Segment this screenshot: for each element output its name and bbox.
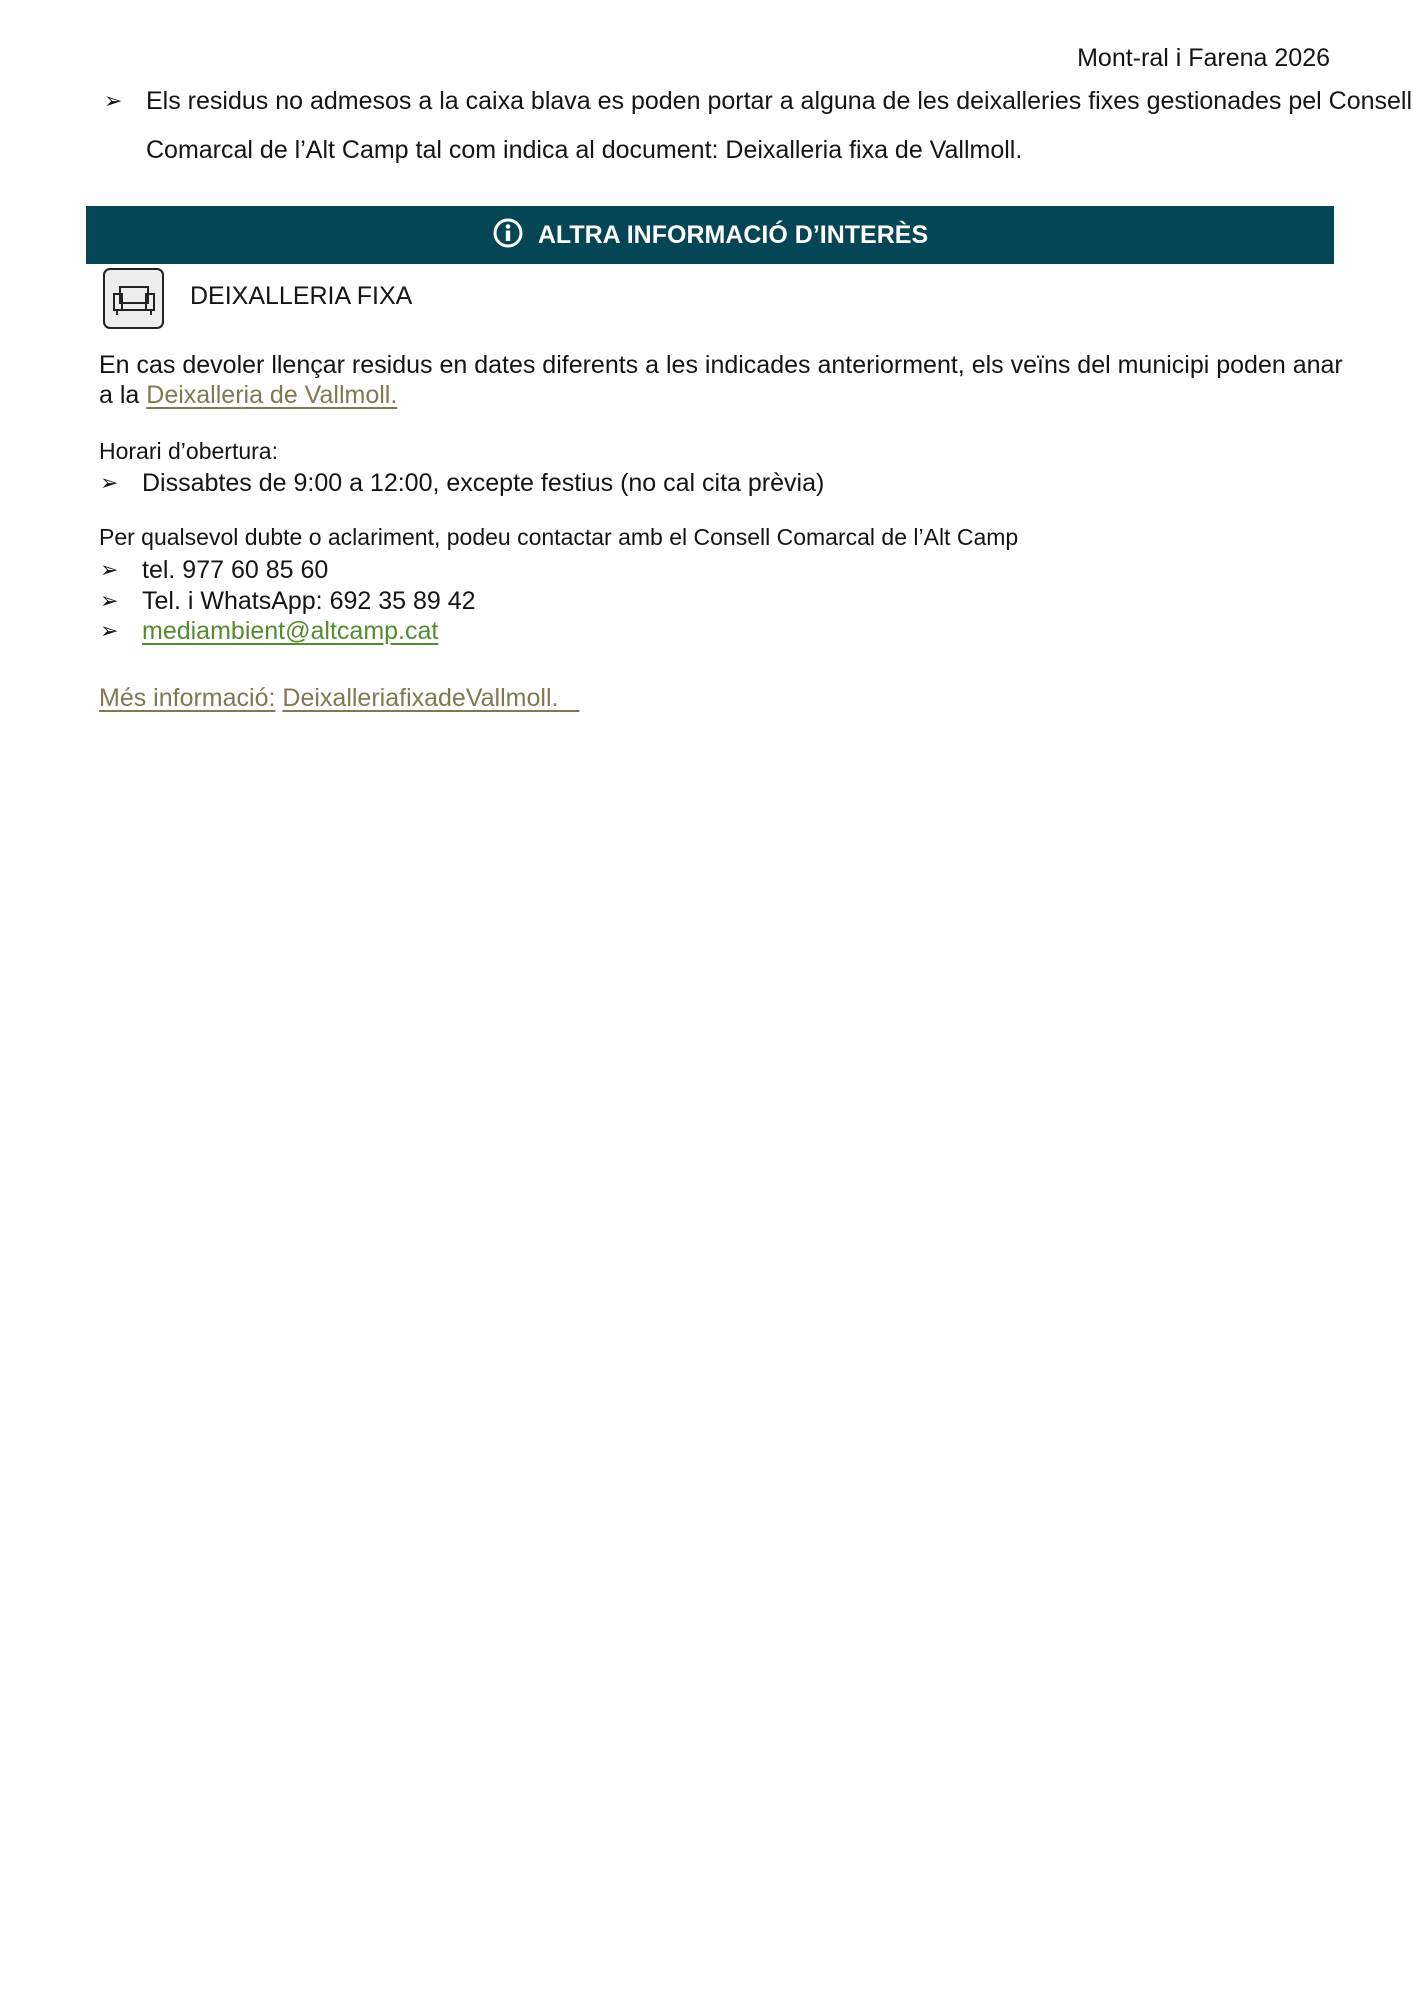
banner-title: ALTRA INFORMACIÓ D’INTERÈS [537,220,929,249]
more-info-underline-tail [558,684,579,712]
contact-whatsapp: Tel. i WhatsApp: 692 35 89 42 [142,587,476,615]
bullet-arrow-icon: ➢ [100,618,119,643]
residus-note-line1: Els residus no admesos a la caixa blava es poden portar a alguna de les deixalleries fixes gestionades pel Consell [146,87,1413,115]
document-header: Mont-ral i Farena 2026 [1077,44,1330,72]
sofa-icon [103,268,164,329]
hours-heading: Horari d’obertura: [99,438,278,464]
bullet-arrow-icon: ➢ [100,557,119,582]
more-info-label: Més informació: [99,684,276,712]
contact-phone: tel. 977 60 85 60 [142,556,329,584]
contact-heading: Per qualsevol dubte o aclariment, podeu contactar amb el Consell Comarcal de l’Alt Camp [99,524,1019,550]
intro-line1: En cas devoler llençar residus en dates diferents a les indicades anteriorment, els veïns del municipi poden anar [99,351,1343,379]
residus-note-line2: Comarcal de l’Alt Camp tal com indica al document: Deixalleria fixa de Vallmoll. [146,136,1023,164]
more-info-link[interactable]: DeixalleriafixadeVallmoll. [282,684,559,712]
bullet-arrow-icon: ➢ [100,588,119,613]
bullet-arrow-icon: ➢ [104,88,123,113]
hours-item: Dissabtes de 9:00 a 12:00, excepte festius (no cal cita prèvia) [142,469,825,497]
email-link[interactable]: mediambient@altcamp.cat [142,617,439,645]
intro-line2 [99,380,397,410]
info-icon [492,217,524,254]
section-banner [86,206,1334,264]
more-info[interactable] [99,683,579,713]
section-title: DEIXALLERIA FIXA [190,282,413,310]
intro-prefix: a la [99,381,140,409]
deixalleria-vallmoll-link[interactable]: Deixalleria de Vallmoll. [146,381,398,409]
bullet-arrow-icon: ➢ [100,470,119,495]
